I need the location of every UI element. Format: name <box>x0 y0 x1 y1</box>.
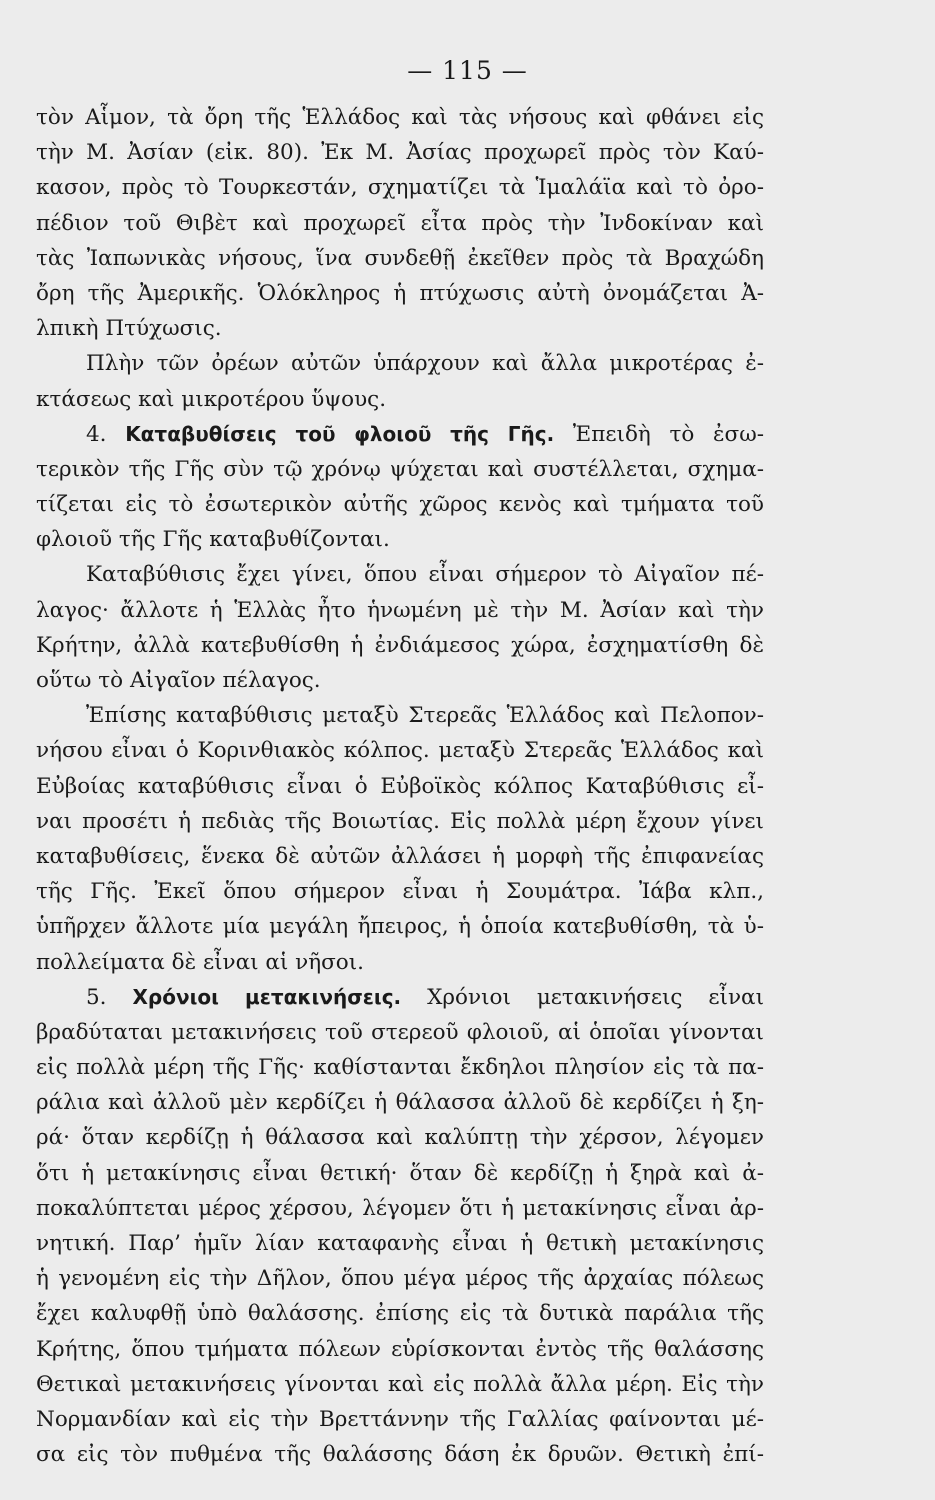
text-line: ἡ γενομένη εἰς τὴν Δῆλον, ὅπου μέγα μέρος τῆς ἀρχαίας πόλεως <box>36 1266 764 1292</box>
text-line: Κρήτης, ὅπου τμήματα πόλεων εὑρίσκονται ἐντὸς τῆς θαλάσσης <box>36 1336 764 1362</box>
text-line: λπικὴ Πτύχωσις. <box>36 316 222 342</box>
text-line: Νορμανδίαν καὶ εἰς τὴν Βρεττάννην τῆς Γαλλίας φαίνονται μέ- <box>36 1406 764 1432</box>
text-line: νήσου εἶναι ὁ Κορινθιακὸς κόλπος. μεταξὺ Στερεᾶς Ἑλλάδος καὶ <box>36 738 764 764</box>
section-heading-line: 4. Καταβυθίσεις τοῦ φλοιοῦ τῆς Γῆς. Ἐπειδὴ τὸ ἐσω- <box>86 421 764 447</box>
text-line: ναι προσέτι ἡ πεδιὰς τῆς Βοιωτίας. Εἰς πολλὰ μέρη ἔχουν γίνει <box>36 808 764 834</box>
text-line: οὕτω τὸ Αἰγαῖον πέλαγος. <box>36 668 321 693</box>
section-heading-line: 5. Χρόνιοι μετακινήσεις. Χρόνιοι μετακινήσεις εἶναι <box>86 984 764 1010</box>
text-line: ρά· ὅταν κερδίζῃ ἡ θάλασσα καὶ καλύπτῃ τὴν χέρσον, λέγομεν <box>36 1125 764 1151</box>
text-line: κτάσεως καὶ μικροτέρου ὕψους. <box>36 386 387 412</box>
text-line: λαγος· ἄλλοτε ἡ Ἑλλὰς ἦτο ἡνωμένη μὲ τὴν Μ. Ἀσίαν καὶ τὴν <box>36 597 764 623</box>
text-line: ἔχει καλυφθῇ ὑπὸ θαλάσσης. ἐπίσης εἰς τὰ δυτικὰ παράλια τῆς <box>36 1301 764 1327</box>
text-line: τὰς Ἰαπωνικὰς νήσους, ἵνα συνδεθῇ ἐκεῖθεν πρὸς τὰ Βραχώδη <box>36 245 764 271</box>
text-line: Εὐβοίας καταβύθισις εἶναι ὁ Εὐβοϊκὸς κόλπος Καταβύθισις εἶ- <box>36 773 764 799</box>
page-number: — 115 — <box>407 56 528 85</box>
text-line: Πλὴν τῶν ὀρέων αὐτῶν ὑπάρχουν καὶ ἄλλα μικροτέρας ἐ- <box>86 351 764 377</box>
body-text <box>36 100 764 1472</box>
text-line: ὑπῆρχεν ἄλλοτε μία μεγάλη ἤπειρος, ἡ ὁποία κατεβυθίσθη, τὰ ὑ- <box>36 914 764 940</box>
text-line: καταβυθίσεις, ἕνεκα δὲ αὐτῶν ἀλλάσει ἡ μορφὴ τῆς ἐπιφανείας <box>36 843 764 869</box>
text-line: Κρήτην, ἀλλὰ κατεβυθίσθη ἡ ἐνδιάμεσος χώρα, ἐσχηματίσθη δὲ <box>36 632 764 658</box>
text-line: φλοιοῦ τῆς Γῆς καταβυθίζονται. <box>36 527 390 553</box>
text-line: ὄρη τῆς Ἀμερικῆς. Ὁλόκληρος ἡ πτύχωσις αὐτὴ ὀνομάζεται Ἀ- <box>36 280 764 306</box>
text-line: ὅτι ἡ μετακίνησις εἶναι θετική· ὅταν δὲ κερδίζῃ ἡ ξηρὰ καὶ ἀ- <box>36 1160 764 1186</box>
text-line: σα εἰς τὸν πυθμένα τῆς θαλάσσης δάση ἐκ δρυῶν. Θετικὴ ἐπί- <box>36 1442 764 1468</box>
text-line: Καταβύθισις ἔχει γίνει, ὅπου εἶναι σήμερον τὸ Αἰγαῖον πέ- <box>86 562 764 588</box>
text-line: τῆς Γῆς. Ἐκεῖ ὅπου σήμερον εἶναι ἡ Σουμάτρα. Ἰάβα κλπ., <box>36 879 764 905</box>
text-line: τερικὸν τῆς Γῆς σὺν τῷ χρόνῳ ψύχεται καὶ συστέλλεται, σχημα- <box>36 456 764 482</box>
section-heading: Χρόνιοι μετακινήσεις. <box>132 984 402 1009</box>
text-line: νητική. Παρ’ ἡμῖν λίαν καταφανὴς εἶναι ἡ θετικὴ μετακίνησις <box>36 1231 764 1256</box>
text-line: πέδιον τοῦ Θιβὲτ καὶ προχωρεῖ εἶτα πρὸς τὴν Ἰνδοκίναν καὶ <box>36 210 764 236</box>
text-line: κασον, πρὸς τὸ Τουρκεστάν, σχηματίζει τὰ Ἱμαλάϊα καὶ τὸ ὀρο- <box>36 175 764 201</box>
text-line: ράλια καὶ ἀλλοῦ μὲν κερδίζει ἡ θάλασσα ἀλλοῦ δὲ κερδίζει ἡ ξη- <box>36 1090 764 1116</box>
text-line: Θετικαὶ μετακινήσεις γίνονται καὶ εἰς πολλὰ ἄλλα μέρη. Εἰς τὴν <box>36 1371 764 1397</box>
text-line: πολλείματα δὲ εἶναι αἱ νῆσοι. <box>36 949 364 975</box>
text-line: εἰς πολλὰ μέρη τῆς Γῆς· καθίστανται ἔκδηλοι πλησίον εἰς τὰ πα- <box>36 1055 764 1081</box>
text-line: βραδύταται μετακινήσεις τοῦ στερεοῦ φλοιοῦ, αἱ ὁποῖαι γίνονται <box>36 1019 764 1045</box>
text-line: τὸν Αἷμον, τὰ ὄρη τῆς Ἑλλάδος καὶ τὰς νήσους καὶ φθάνει εἰς <box>36 105 764 130</box>
text-line: τὴν Μ. Ἀσίαν (εἰκ. 80). Ἐκ Μ. Ἀσίας προχωρεῖ πρὸς τὸν Καύ- <box>36 140 764 166</box>
text-line: Ἐπίσης καταβύθισις μεταξὺ Στερεᾶς Ἑλλάδος καὶ Πελοπον- <box>86 703 764 729</box>
text-line: ποκαλύπτεται μέρος χέρσου, λέγομεν ὅτι ἡ μετακίνησις εἶναι ἀρ- <box>36 1195 764 1221</box>
text-line: τίζεται εἰς τὸ ἐσωτερικὸν αὐτῆς χῶρος κενὸς καὶ τμήματα τοῦ <box>36 492 764 518</box>
section-heading: Καταβυθίσεις τοῦ φλοιοῦ τῆς Γῆς. <box>125 421 555 446</box>
